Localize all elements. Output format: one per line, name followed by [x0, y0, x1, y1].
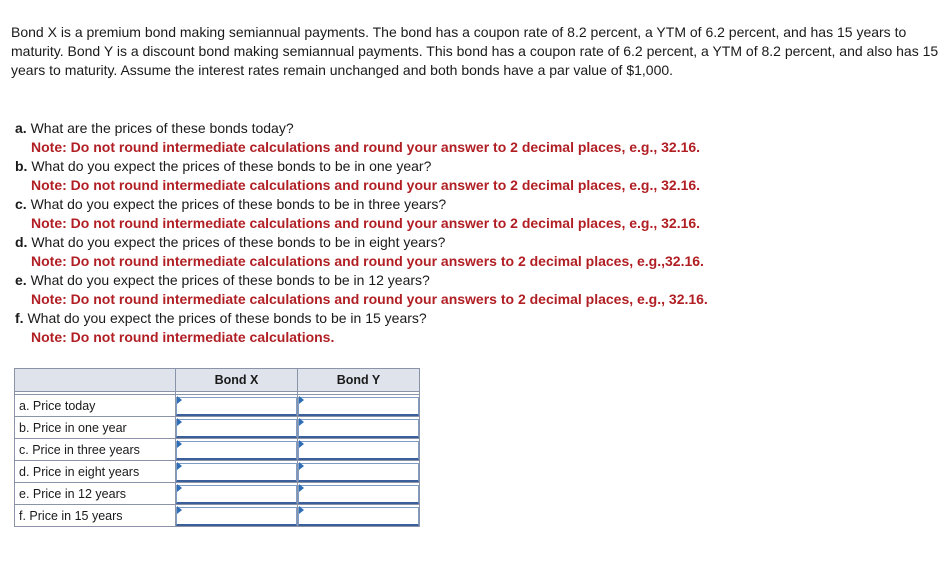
question-note: Note: Do not round intermediate calculations and round your answers to 2 decimal places, e.g., 32.16. — [31, 291, 708, 307]
price-three-years-bond-x-input[interactable] — [176, 441, 297, 460]
bond-y-cell — [298, 395, 420, 417]
bond-x-cell — [176, 439, 298, 461]
row-label: b. Price in one year — [15, 417, 176, 439]
row-label: d. Price in eight years — [15, 461, 176, 483]
bond-x-cell — [176, 505, 298, 527]
input-flag-icon — [177, 418, 182, 426]
bond-x-cell — [176, 417, 298, 439]
table-row — [15, 395, 420, 417]
question-list — [15, 119, 945, 347]
problem-statement: Bond X is a premium bond making semiannual payments. The bond has a coupon rate of 8.2 percent, a YTM of 6.2 percent, and has 15 years to maturity. Bond Y is a discount bond making semiannual payments. This bond has a coupon rate of 6.2 percent, a YTM of 8.2 percent, and also has 15 years to maturity. Assume the interest rates remain unchanged and both bonds have a par value of $1,000. — [11, 24, 939, 78]
question-e — [15, 271, 945, 290]
input-flag-icon — [299, 506, 304, 514]
bond-y-cell — [298, 417, 420, 439]
input-flag-icon — [177, 396, 182, 404]
price-three-years-bond-y-input[interactable] — [298, 441, 419, 460]
bond-y-cell — [298, 439, 420, 461]
price-one-year-bond-x-input[interactable] — [176, 419, 297, 438]
input-flag-icon — [177, 484, 182, 492]
table-row — [15, 505, 420, 527]
question-text: What do you expect the prices of these bonds to be in one year? — [31, 158, 432, 174]
table-header-blank — [15, 369, 176, 392]
price-today-bond-y-input[interactable] — [298, 397, 419, 416]
bond-x-cell — [176, 395, 298, 417]
question-note: Note: Do not round intermediate calculations and round your answers to 2 decimal places, e.g.,32.16. — [31, 253, 704, 269]
price-one-year-bond-y-input[interactable] — [298, 419, 419, 438]
input-flag-icon — [299, 440, 304, 448]
question-note: Note: Do not round intermediate calculations and round your answer to 2 decimal places, e.g., 32.16. — [31, 215, 701, 231]
price-eight-years-bond-x-input[interactable] — [176, 463, 297, 482]
bond-y-cell — [298, 483, 420, 505]
question-text: What do you expect the prices of these bonds to be in 12 years? — [30, 272, 430, 288]
table-row — [15, 483, 420, 505]
row-label: c. Price in three years — [15, 439, 176, 461]
question-text: What do you expect the prices of these bonds to be in 15 years? — [27, 310, 427, 326]
price-15-years-bond-x-input[interactable] — [176, 507, 297, 526]
question-note: Note: Do not round intermediate calculations. — [31, 329, 335, 345]
question-letter: f. — [15, 310, 24, 326]
input-flag-icon — [177, 506, 182, 514]
bond-y-cell — [298, 461, 420, 483]
input-flag-icon — [177, 462, 182, 470]
question-text: What do you expect the prices of these bonds to be in three years? — [30, 196, 447, 212]
input-flag-icon — [177, 440, 182, 448]
question-letter: c. — [15, 196, 27, 212]
question-letter: a. — [15, 120, 27, 136]
question-text: What do you expect the prices of these bonds to be in eight years? — [31, 234, 446, 250]
answer-table — [14, 368, 420, 527]
price-today-bond-x-input[interactable] — [176, 397, 297, 416]
price-12-years-bond-x-input[interactable] — [176, 485, 297, 504]
table-row — [15, 439, 420, 461]
question-letter: b. — [15, 158, 28, 174]
table-header-bond-x: Bond X — [176, 369, 298, 392]
question-letter: d. — [15, 234, 28, 250]
question-d — [15, 233, 945, 252]
question-a — [15, 119, 945, 138]
question-text: What are the prices of these bonds today? — [30, 120, 294, 136]
question-b — [15, 157, 945, 176]
price-12-years-bond-y-input[interactable] — [298, 485, 419, 504]
bond-y-cell — [298, 505, 420, 527]
input-flag-icon — [299, 462, 304, 470]
table-header-row — [15, 369, 420, 392]
input-flag-icon — [299, 418, 304, 426]
table-row — [15, 417, 420, 439]
question-note: Note: Do not round intermediate calculations and round your answer to 2 decimal places, e.g., 32.16. — [31, 139, 701, 155]
price-15-years-bond-y-input[interactable] — [298, 507, 419, 526]
table-header-bond-y: Bond Y — [298, 369, 420, 392]
bond-x-cell — [176, 483, 298, 505]
question-f — [15, 309, 945, 328]
bond-x-cell — [176, 461, 298, 483]
input-flag-icon — [299, 484, 304, 492]
row-label: f. Price in 15 years — [15, 505, 176, 527]
table-row — [15, 461, 420, 483]
input-flag-icon — [299, 396, 304, 404]
question-note: Note: Do not round intermediate calculations and round your answer to 2 decimal places, e.g., 32.16. — [31, 177, 701, 193]
row-label: a. Price today — [15, 395, 176, 417]
question-letter: e. — [15, 272, 27, 288]
row-label: e. Price in 12 years — [15, 483, 176, 505]
price-eight-years-bond-y-input[interactable] — [298, 463, 419, 482]
question-c — [15, 195, 945, 214]
